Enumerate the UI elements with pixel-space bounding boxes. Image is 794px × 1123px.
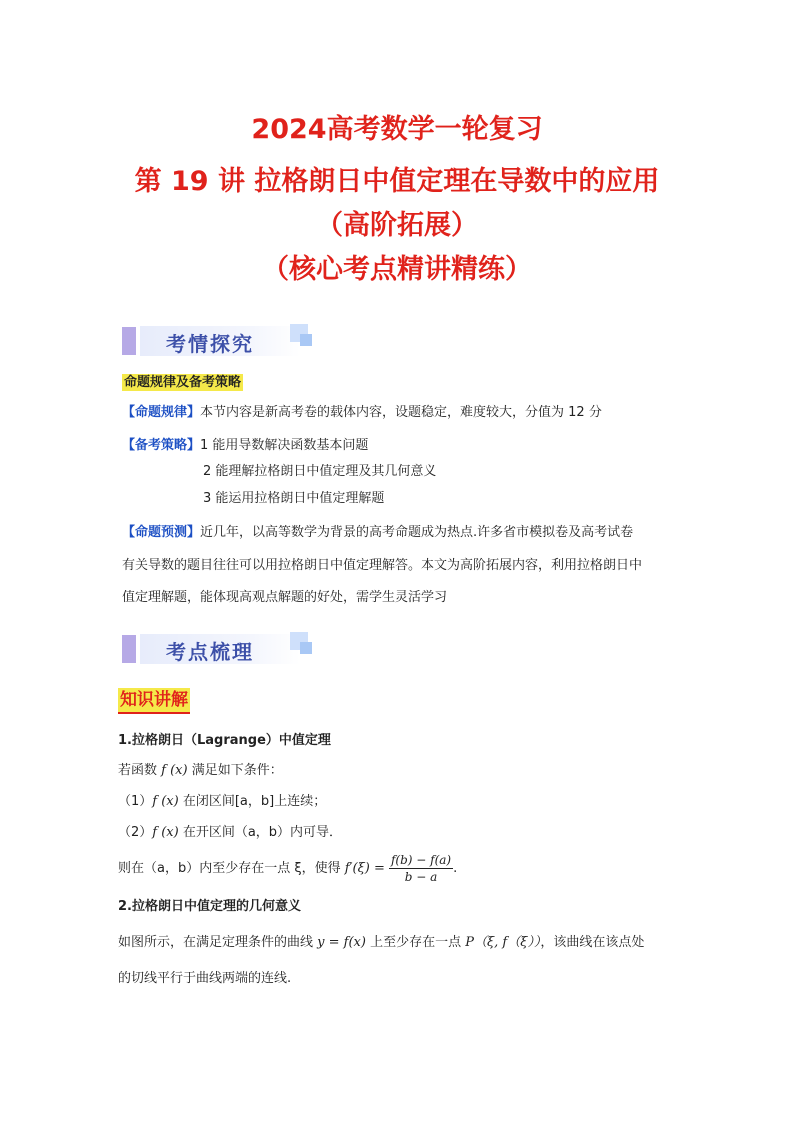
label-prediction: 【命题预测】 bbox=[122, 525, 201, 540]
subheading-rules-strategy: 命题规律及备考策略 bbox=[124, 375, 242, 390]
title-main: 2024高考数学一轮复习 bbox=[251, 114, 543, 145]
formula-lhs: f′(ξ) = bbox=[344, 861, 385, 876]
prediction-line-2: 有关导数的题目往往可以用拉格朗日中值定理解答。本文为高阶拓展内容，利用拉格朗日中 bbox=[122, 558, 643, 573]
condition-intro: 若函数 f (x) 满足如下条件： bbox=[118, 763, 283, 778]
condition-1: （1）f (x) 在闭区间[a，b]上连续； bbox=[118, 794, 327, 809]
formula-fraction: $\frac{f(b) - f(a)}{b - a}$ bbox=[390, 853, 452, 884]
title-core: （核心考点精讲精练） bbox=[262, 254, 532, 285]
title-advanced: （高阶拓展） bbox=[316, 210, 478, 241]
geometric-line-2: 的切线平行于曲线两端的连线. bbox=[118, 971, 292, 986]
section-banner-label: 考点梳理 bbox=[166, 640, 254, 664]
geometric-line-1: 如图所示，在满足定理条件的曲线 y = f(x) 上至少存在一点 P（ξ, f（ξ）），该曲线在该点处 bbox=[118, 935, 645, 950]
section-banner-label: 考情探究 bbox=[166, 332, 254, 356]
strategy-item-2: 2 能理解拉格朗日中值定理及其几何意义 bbox=[203, 464, 437, 479]
condition-2: （2）f (x) 在开区间（a，b）内可导． bbox=[118, 825, 343, 840]
paragraph-rules: 【命题规律】本节内容是新高考卷的载体内容，设题稳定，难度较大，分值为 12 分 bbox=[122, 405, 602, 420]
paragraph-prediction: 【命题预测】近几年，以高等数学为背景的高考命题成为热点.许多省市模拟卷及高考试卷 bbox=[122, 525, 634, 540]
section-banner-key-points bbox=[122, 632, 312, 668]
theorem-conclusion: 则在（a，b）内至少存在一点 ξ，使得 f′(ξ) = $\frac{f(b) - f(a)}{b - a}$ . bbox=[118, 853, 458, 884]
section-banner-exam-analysis bbox=[122, 324, 312, 360]
prediction-line-3: 值定理解题，能体现高观点解题的好处，需学生灵活学习 bbox=[122, 590, 448, 605]
label-rules: 【命题规律】 bbox=[122, 405, 201, 420]
strategy-item-3: 3 能运用拉格朗日中值定理解题 bbox=[203, 491, 385, 506]
knowledge-heading: 知识讲解 bbox=[118, 688, 190, 714]
heading-geometric-meaning: 2.拉格朗日中值定理的几何意义 bbox=[118, 899, 301, 914]
title-lecture: 第 19 讲 拉格朗日中值定理在导数中的应用 bbox=[134, 166, 660, 197]
heading-lagrange-theorem: 1.拉格朗日（Lagrange）中值定理 bbox=[118, 733, 331, 748]
title-block bbox=[0, 110, 794, 290]
label-strategy: 【备考策略】 bbox=[122, 438, 201, 453]
paragraph-strategy: 【备考策略】1 能用导数解决函数基本问题 bbox=[122, 438, 369, 453]
